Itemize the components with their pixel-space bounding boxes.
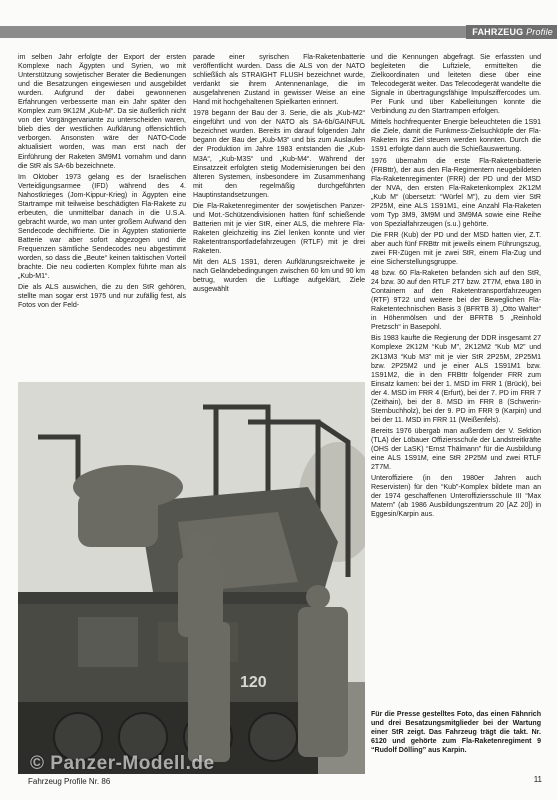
paragraph: und die Kennungen abgefragt. Sie erfassten und begleiteten die Luftziele, ermittelten die Zielkoordinaten und leiteten diese über eine Telecodegerät weiter. Das Telecodegerät wandelte die Signale in übertragungsfähige Impulsziffercodes um. Per Funk und über Kabelleitungen konnte die Verbindung zu den Startrampen erfolgen.: [371, 54, 541, 116]
text-column-3: [371, 53, 541, 703]
section-header: [466, 25, 557, 39]
paragraph: Mit den ALS 1S91, deren Aufklärungsreichweite je nach Geländebedingungen zwischen 60 km und 90 km betrug, wurden die Luftlage aufgeklärt, Ziele ausgewählt: [193, 259, 365, 294]
folio: Fahrzeug Profile Nr. 86: [28, 777, 111, 786]
hull-number: 120: [240, 674, 267, 691]
paragraph: Die als ALS auswichen, die zu den StR gehören, stellte man sogar erst 1975 und nur zufällig fest, als Fotos von der Feld-: [18, 284, 186, 310]
paragraph: Unteroffiziere (in den 1980er Jahren auch Reservisten) für den “Kub”-Komplex bildete man an der 1974 geschaffenen Unteroffiziersschule III “Max Matern” (ab 1986 Ausbildungszentrum 20 [AZ 20]) in Eggesin/Karpin aus.: [371, 475, 541, 519]
photo-illustration: [18, 382, 365, 774]
paragraph: Im Oktober 1973 gelang es der Israelischen Verteidigungsarmee (IFD) während des 4. Nahostkrieges (Jom-Kippur-Krieg) in Ägypten eine Startrampe mit teilweise beschädigten Fla-Rakete zu erbeuten, die unmittelbar danach in die U.S.A. gebracht wurde, wo man unter großem Aufwand den Sendecode dechiffrierte. Die in Ägypten stationierte Batterie war aber sofort abgezogen und die Frequenzen sämtliche Sendecodes neu abgestimmt worden, so dass die „Beute“ keinen taktischen Vorteil brachte. Die neu codierten Komplex führte man als „Kub-M1“.: [18, 173, 186, 281]
paragraph: im selben Jahr erfolgte der Export der ersten Komplexe nach Ägypten und Syrien, wo mit Unterstützung sowjetischer Berater die Bedienungen und die Besatzungen eingewiesen und ausgebildet wurden. Aufgrund der dabei gewonnenen Erfahrungen verbesserte man ein Jahr später den Komplex zum 9K12M „Kub-M“. Da sie äußerlich nicht von der Vorgängervariante zu unterscheiden waren, blieb dies der westlichen Aufklärung offensichtlich verborgen. Ansonsten wäre der NATO-Code aktualisiert worden, was man erst nach der Einführung der Raketen 3M9M1 vornahm und dann die StR als SA-6b bezeichnete.: [18, 54, 186, 170]
paragraph: 1978 begann der Bau der 3. Serie, die als „Kub-M2“ eingeführt und von der NATO als SA-6b/GAINFUL bezeichnet wurden. Bereits im darauf folgenden Jahr begann der Bau der „Kub-M3“ und bis zum Auslaufen der Produktion im Jahre 1983 entstanden die „Kub-M3A“, „Kub-M3S“ und „Kub-M4“. Während der Einsatzzeit erfolgten stetig Modernisierungen bei den älteren Systemen, insbesondere im Zusammenhang mit den regelmäßig durchgeführten Hauptinstandsetzungen.: [193, 110, 365, 199]
section-title: FAHRZEUG: [472, 27, 524, 37]
paragraph: 1976 übernahm die erste Fla-Raketenbatterie (FRBttr), der aus den Fla-Regimentern neugebildeten Fla-Raketenregimenter (FRR) der PD und der MSD der NVA, den ersten Fla-Raketenkomplex 2K12M „Kub M“ (übersetzt: “Würfel M”), zu dem vier StR 2P25M, eine ALS 1S91M1, eine Anzahl Fla-Raketen vom Typ 3M9, 3M9M und 3M9MA sowie eine Reihe von Spezialfahrzeugen (s.u.) gehörte.: [371, 157, 541, 228]
paragraph: 48 bzw. 60 Fla-Raketen befanden sich auf den StR, 24 bzw. 30 auf den RTLF 2T7 bzw. 2T7M, etwa 180 in Containern auf den Raketentransportfahrzeugen (RTF) 9T22 und weitere bei der Beweglichen Fla-Raketentechnischen Basis 3 (BFRTB 3) „Otto Walter“ in Höhenmölsen und der BFRTB 5 „Reinhold Pretzsch“ in Basepohl.: [371, 270, 541, 332]
section-subtitle: Profile: [526, 27, 553, 37]
paragraph: Bereits 1976 übergab man außerdem der V. Sektion (TLA) der Löbauer Offiziersschule der Landstreitkräfte (OHS der LaSK) “Ernst Thälmann” für die Ausbildung eine ALS 1S91M, eine StR 2P25M und zwei RTLF 2T7M.: [371, 427, 541, 472]
paragraph: Die FRR (Kub) der PD und der MSD hatten vier, Z.T. aber auch fünf FRBttr mit jeweils einem Führungszug, zwei FR-Zügen mit je zwei StR, einem Fla-Zug und eine Sicherstellungsgruppe.: [371, 231, 541, 267]
paragraph: Mittels hochfrequenter Energie beleuchteten die 1S91 die Ziele, damit die Funkmess-Zielsuchköpfe der Fla-Raketen ins Ziel steuern werden konnten. Durch die 1S91 erfolgte dann auch die Schießauswertung.: [371, 119, 541, 154]
vehicle-photo: [18, 382, 365, 774]
photo-caption: Für die Presse gestelltes Foto, das einen Fähnrich und drei Besatzungsmitglieder bei der Wartung einer StR zeigt. Das Fahrzeug trägt die takt. Nr. 6120 und gehörte zum Fla-Raketenregiment 9 “Rudolf Dölling” aus Karpin.: [371, 711, 541, 754]
paragraph: parade einer syrischen Fla-Raketenbatterie veröffentlicht wurden. Dass die ALS von der NATO schließlich als STRAIGHT FLUSH bezeichnet wurde, verdankt sie ihrem Antennenanlage, die im ausgefahrenen Zustand in gewisser Weise an eine Hand mit hochgehaltenen Spielkarten erinnert.: [193, 54, 365, 107]
paragraph: Bis 1983 kaufte die Regierung der DDR insgesamt 27 Komplexe 2K12M “Kub M”, 2K12M2 “Kub M2” und 2K13M3 “Kub M3” mit je vier StR 2P25M, 2P25M1 bzw. 2P25M2 und je einer ALS 1S91M1 bzw. 1S91M2, die in den FRBttr folgender FRR zum Einsatz kamen: bei der 1. MSD im FRR 1 (Brück), bei der 4. MSD im FRR 4 (Erfurt), bei der 7. PD im FRR 7 (Zeithain), bei der 8. MSD im FRR 8 (Schwerin-Sternbuchholz), bei der 9. PD im FRR 9 (Karpin) und bei der 11. MSD im FRR 11 (Weißenfels).: [371, 335, 541, 424]
text-column-1: [18, 53, 186, 369]
paragraph: Die Fla-Raketenregimenter der sowjetischen Panzer- und Mot.-Schützendivisionen hatten fünf schießende Batterien mit je vier StR, einer ALS, die mehrere Fla-Raketen gleichzeitig ins Ziel lenken konnte und vier Raketentransportladefahrzeugen (RTLF) mit je drei Raketen.: [193, 202, 365, 255]
text-column-2: [193, 53, 365, 378]
page-number: 11: [533, 775, 542, 784]
watermark: © Panzer-Modell.de: [30, 753, 215, 774]
